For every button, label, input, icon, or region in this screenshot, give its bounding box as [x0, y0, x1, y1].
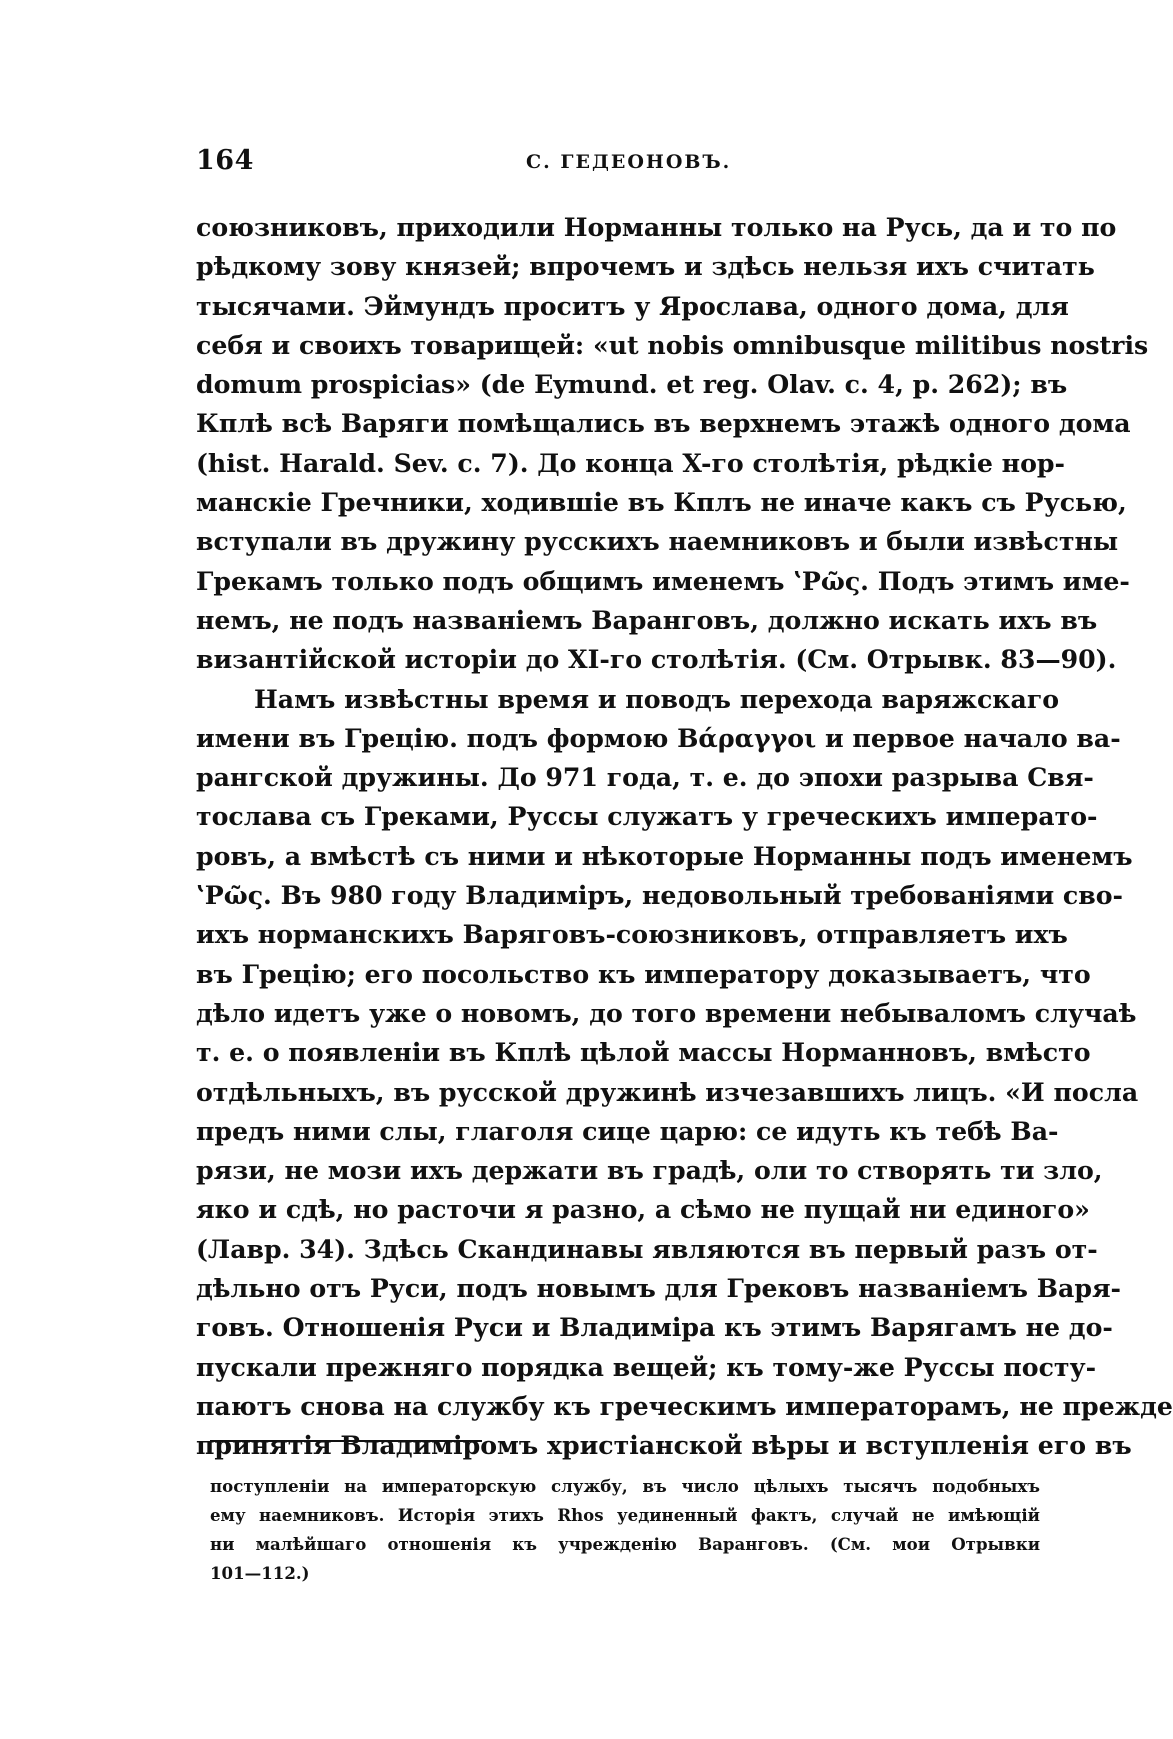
text-line: принятія Владиміромъ христіанской вѣры и вступленія его въ — [196, 1430, 1132, 1461]
text-line: паютъ снова на службу къ греческимъ императорамъ, не прежде — [196, 1390, 1173, 1421]
text-line: ровъ, а вмѣстѣ съ ними и нѣкоторые Норманны подъ именемъ — [196, 840, 1133, 871]
text-line: отдѣльныхъ, въ русской дружинѣ изчезавшихъ лицъ. «И посла — [196, 1076, 1139, 1107]
footnote-line: 101—112.) — [210, 1563, 310, 1583]
footnote-line: поступленіи на императорскую службу, въ число цѣлыхъ тысячъ подобныхъ — [210, 1476, 1040, 1496]
footnote-line: ему наемниковъ. Исторія этихъ Rhos уединенный фактъ, случай не имѣющій — [210, 1505, 1040, 1525]
text-line: византійской исторіи до XI-го столѣтія. (См. Отрывк. 83—90). — [196, 644, 1117, 675]
text-line: дѣло идетъ уже о новомъ, до того времени небываломъ случаѣ — [196, 997, 1137, 1028]
text-line: немъ, не подъ названіемъ Варанговъ, должно искать ихъ въ — [196, 604, 1098, 635]
text-line: тослава съ Греками, Руссы служатъ у греческихъ императо- — [196, 801, 1098, 832]
footnote-line: ни малѣйшаго отношенія къ учрежденію Варанговъ. (См. мои Отрывки — [210, 1534, 1040, 1554]
text-line: т. е. о появленіи въ Кплѣ цѣлой массы Норманновъ, вмѣсто — [196, 1037, 1091, 1068]
text-line: (hist. Harald. Sev. c. 7). До конца X-го столѣтія, рѣдкіе нор- — [196, 447, 1065, 478]
main-text — [196, 208, 1173, 1466]
text-line: союзниковъ, приходили Норманны только на Русь, да и то по — [196, 212, 1117, 242]
text-line: (Лавр. 34). Здѣсь Скандинавы являются въ первый разъ от- — [196, 1233, 1098, 1264]
text-line: рѣдкому зову князей; впрочемъ и здѣсь нельзя ихъ считать — [196, 251, 1095, 282]
text-line: себя и своихъ товарищей: «ut nobis omnibusque militibus nostris — [196, 329, 1149, 360]
text-line: въ Грецію; его посольство къ императору доказываетъ, что — [196, 958, 1091, 989]
text-line: рангской дружины. До 971 года, т. е. до эпохи разрыва Свя- — [196, 762, 1094, 793]
text-line: предъ ними слы, глаголя сице царю: се идуть къ тебѣ Ва- — [196, 1115, 1059, 1146]
running-head: С. ГЕДЕОНОВЪ. — [526, 151, 732, 173]
text-line: манскіе Гречники, ходившіе въ Кплъ не иначе какъ съ Русью, — [196, 487, 1127, 518]
text-line: говъ. Отношенія Руси и Владиміра къ этимъ Варягамъ не до- — [196, 1312, 1113, 1343]
text-line: яко и сдѣ, но расточи я разно, а сѣмо не пущай ни единого» — [196, 1194, 1090, 1225]
text-line: имени въ Грецію. подъ формою Βάραγγοι и первое начало ва- — [196, 722, 1121, 753]
text-line: domum prospicias» (de Eymund. et reg. Olav. c. 4, p. 262); въ — [196, 369, 1068, 400]
text-line: ихъ норманскихъ Варяговъ-союзниковъ, отправляетъ ихъ — [196, 919, 1068, 950]
page-number: 164 — [196, 145, 254, 176]
paragraph-first-line: Намъ извѣстны время и поводъ перехода варяжскаго — [254, 683, 1060, 714]
footnote-divider — [210, 1440, 482, 1442]
text-line: Грекамъ только подъ общимъ именемъ ʽΡῶς. Подъ этимъ име- — [196, 565, 1130, 596]
text-line: дѣльно отъ Руси, подъ новымъ для Грековъ названіемъ Варя- — [196, 1273, 1122, 1304]
text-line: вступали въ дружину русскихъ наемниковъ и были извѣстны — [196, 526, 1119, 557]
text-line: рязи, не мози ихъ держати въ градѣ, оли то створять ти зло, — [196, 1155, 1103, 1186]
page-header — [196, 145, 1038, 185]
footnote — [210, 1472, 1040, 1588]
text-line: тысячами. Эймундъ проситъ у Ярослава, одного дома, для — [196, 290, 1069, 321]
text-line: пускали прежняго порядка вещей; къ тому-же Руссы посту- — [196, 1351, 1097, 1382]
text-line: ʽΡῶς. Въ 980 году Владиміръ, недовольный требованіями сво- — [196, 880, 1123, 911]
text-line: Кплѣ всѣ Варяги помѣщались въ верхнемъ этажѣ одного дома — [196, 408, 1131, 439]
